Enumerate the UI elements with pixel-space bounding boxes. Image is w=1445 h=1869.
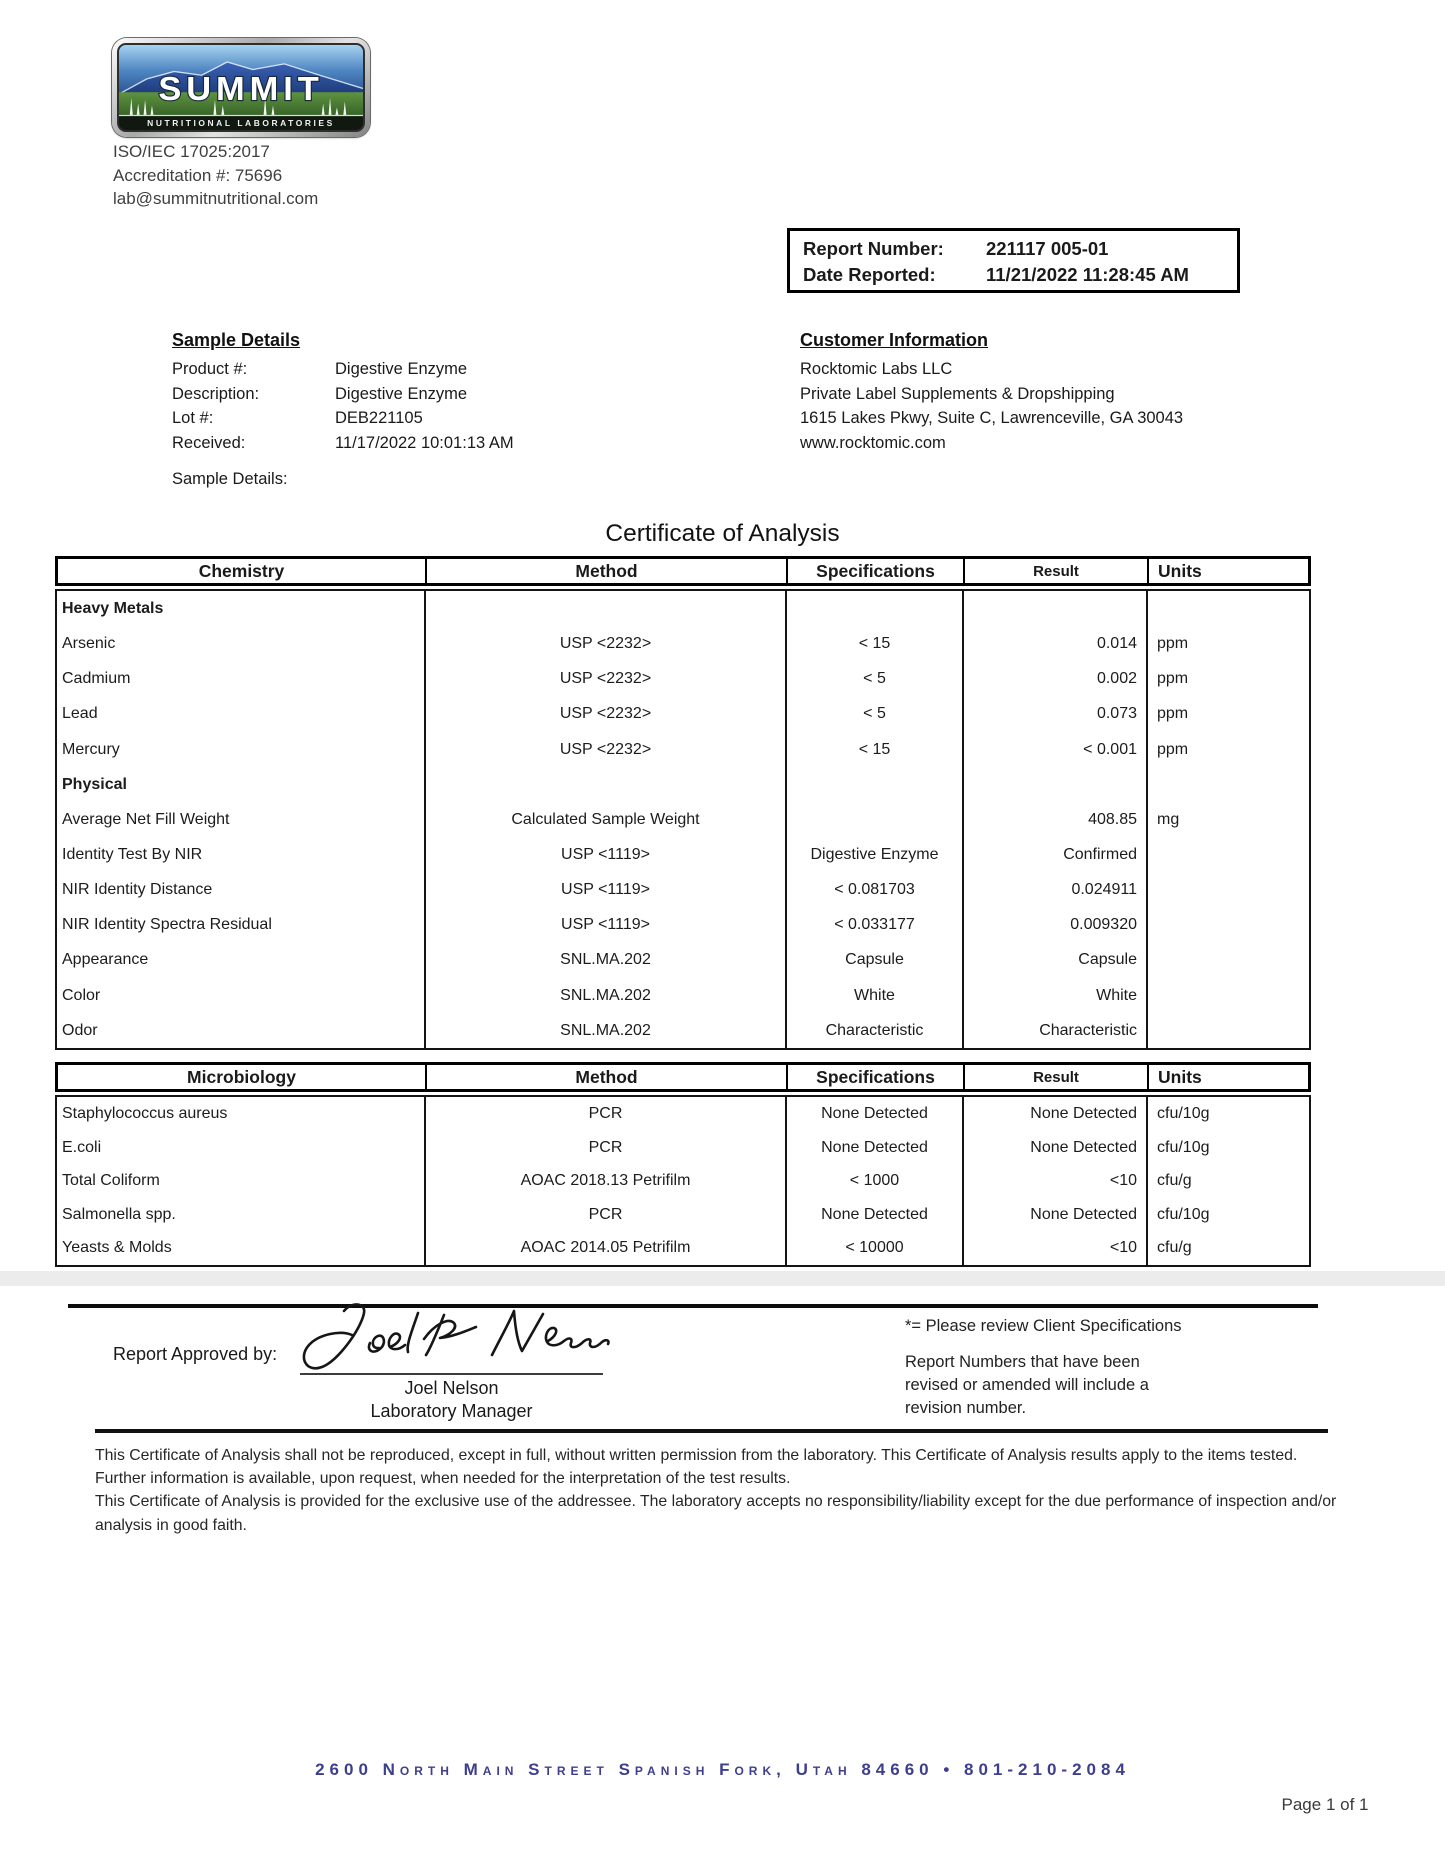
iso-standard-text: ISO/IEC 17025:2017 — [113, 142, 270, 161]
column-header-units: Units — [1158, 561, 1202, 581]
report-approved-by-label: Report Approved by: — [113, 1344, 278, 1364]
field-value: DEB221105 — [335, 409, 423, 427]
sample-details-section — [172, 330, 642, 455]
units-cell: ppm — [1157, 740, 1189, 758]
method-cell: USP <2232> — [426, 626, 787, 661]
column-header-method: Method — [427, 1065, 788, 1089]
date-reported-row — [803, 262, 1237, 288]
field-row — [172, 431, 642, 456]
result-cell: None Detected — [964, 1131, 1148, 1165]
specification-cell — [787, 802, 964, 837]
analyte-cell: Lead — [57, 696, 426, 731]
method-cell — [426, 591, 787, 626]
sample-details-heading: Sample Details — [172, 330, 301, 350]
method-cell: AOAC 2014.05 Petrifilm — [426, 1231, 787, 1265]
method-cell: USP <1119> — [426, 872, 787, 907]
date-reported-label: Date Reported: — [803, 263, 936, 285]
specification-cell: < 0.081703 — [787, 872, 964, 907]
units-cell: ppm — [1157, 670, 1189, 688]
specification-cell: None Detected — [787, 1131, 964, 1165]
logo-band-divider — [119, 115, 363, 116]
units-cell: ppm — [1157, 635, 1189, 653]
lab-email-text: lab@summitnutritional.com — [113, 189, 319, 208]
analyte-cell: NIR Identity Distance — [57, 872, 426, 907]
signature-line — [300, 1373, 603, 1375]
specification-cell: Digestive Enzyme — [787, 837, 964, 872]
result-cell: 408.85 — [964, 802, 1148, 837]
analyte-cell: Heavy Metals — [57, 591, 426, 626]
specification-cell: Capsule — [787, 942, 964, 977]
table-row — [57, 1164, 1309, 1198]
specification-cell: Characteristic — [787, 1013, 964, 1048]
approver-title: Laboratory Manager — [370, 1401, 533, 1421]
table-row — [57, 978, 1309, 1013]
analyte-cell: Identity Test By NIR — [57, 837, 426, 872]
table-row — [57, 942, 1309, 977]
table-section-row — [57, 767, 1309, 802]
field-label: Description: — [172, 384, 260, 403]
specification-cell — [787, 591, 964, 626]
page-number: Page 1 of 1 — [1281, 1795, 1369, 1814]
specification-cell: White — [787, 978, 964, 1013]
result-cell: 0.009320 — [964, 907, 1148, 942]
analyte-cell: Appearance — [57, 942, 426, 977]
analyte-cell: Total Coliform — [57, 1164, 426, 1198]
table-row — [57, 1231, 1309, 1265]
microbiology-table-header — [55, 1062, 1311, 1092]
report-number-value: 221117 005-01 — [986, 238, 1109, 259]
method-cell: USP <2232> — [426, 661, 787, 696]
method-cell: AOAC 2018.13 Petrifilm — [426, 1164, 787, 1198]
lab-address-footer: 2600 North Main Street Spanish Fork, Utah 84660 • 801-210-2084 — [315, 1760, 1130, 1779]
analyte-cell: Average Net Fill Weight — [57, 802, 426, 837]
units-cell: cfu/g — [1157, 1172, 1192, 1190]
field-row — [172, 382, 642, 407]
units-cell — [1148, 978, 1309, 1013]
table-section-row — [57, 591, 1309, 626]
column-header-result: Result — [965, 559, 1149, 583]
method-cell: USP <2232> — [426, 696, 787, 731]
summit-logo — [112, 38, 370, 137]
table-row — [57, 661, 1309, 696]
units-cell — [1148, 942, 1309, 977]
revision-note: Report Numbers that have been revised or amended will include a revision number. — [905, 1353, 1149, 1417]
sample-details-fields — [172, 357, 642, 455]
table-row — [57, 802, 1309, 837]
horizontal-rule-top — [68, 1304, 1318, 1308]
disclaimer-text — [95, 1444, 1345, 1537]
chemistry-table-header — [55, 556, 1311, 586]
logo-tagline-text: NUTRITIONAL LABORATORIES — [147, 118, 335, 129]
method-cell: USP <2232> — [426, 732, 787, 767]
result-cell: 0.014 — [964, 626, 1148, 661]
analyte-cell: Color — [57, 978, 426, 1013]
report-number-label: Report Number: — [803, 238, 944, 259]
units-cell — [1148, 872, 1309, 907]
field-label: Received: — [172, 433, 246, 452]
specification-cell: None Detected — [787, 1097, 964, 1131]
table-row — [57, 837, 1309, 872]
specification-cell: < 5 — [787, 696, 964, 731]
result-cell: Characteristic — [964, 1013, 1148, 1048]
table-row — [57, 907, 1309, 942]
units-cell: cfu/10g — [1157, 1105, 1210, 1122]
units-cell — [1148, 767, 1309, 802]
result-cell: 0.002 — [964, 661, 1148, 696]
customer-info-line: Rocktomic Labs LLC — [800, 360, 953, 378]
table-row — [57, 1131, 1309, 1165]
units-cell: cfu/10g — [1157, 1138, 1210, 1156]
units-cell — [1148, 1013, 1309, 1048]
column-header-chemistry: Chemistry — [58, 559, 427, 583]
lab-accreditation-block — [113, 140, 318, 211]
column-header-specifications: Specifications — [788, 1065, 965, 1089]
result-cell: <10 — [964, 1164, 1148, 1198]
method-cell: SNL.MA.202 — [426, 942, 787, 977]
method-cell: USP <1119> — [426, 837, 787, 872]
method-cell: SNL.MA.202 — [426, 1013, 787, 1048]
date-reported-value: 11/21/2022 11:28:45 AM — [986, 263, 1189, 285]
specification-cell — [787, 767, 964, 802]
column-header-microbiology: Microbiology — [58, 1065, 427, 1089]
accreditation-number-text: Accreditation #: 75696 — [113, 165, 283, 185]
report-number-row — [803, 236, 1237, 262]
units-cell: mg — [1157, 810, 1180, 828]
analyte-cell: Mercury — [57, 732, 426, 767]
client-specifications-note: *= Please review Client Specifications — [905, 1317, 1182, 1335]
summit-logo-graphic — [119, 45, 363, 130]
table-row — [57, 732, 1309, 767]
customer-info-line: www.rocktomic.com — [800, 433, 946, 452]
result-cell: None Detected — [964, 1198, 1148, 1232]
analyte-cell: Physical — [57, 767, 426, 802]
result-cell — [964, 591, 1148, 626]
document-title: Certificate of Analysis — [605, 520, 840, 547]
result-cell: 0.073 — [964, 696, 1148, 731]
report-info-box — [787, 228, 1240, 293]
analyte-cell: Odor — [57, 1013, 426, 1048]
table-row — [57, 872, 1309, 907]
field-label: Lot #: — [172, 409, 214, 427]
column-header-result: Result — [965, 1065, 1149, 1089]
table-row — [57, 1013, 1309, 1048]
column-header-specifications: Specifications — [788, 559, 965, 583]
result-cell: 0.024911 — [964, 872, 1148, 907]
field-label: Product #: — [172, 360, 248, 378]
specification-cell: < 10000 — [787, 1231, 964, 1265]
column-header-units: Units — [1158, 1067, 1202, 1087]
method-cell — [426, 767, 787, 802]
signature-graphic — [286, 1297, 618, 1377]
analyte-cell: Cadmium — [57, 661, 426, 696]
method-cell: PCR — [426, 1131, 787, 1165]
units-cell: ppm — [1157, 705, 1189, 723]
analyte-cell: Arsenic — [57, 626, 426, 661]
analyte-cell: Staphylococcus aureus — [57, 1097, 426, 1131]
logo-brand-text: SUMMIT — [158, 70, 324, 108]
result-cell: None Detected — [964, 1097, 1148, 1131]
units-cell — [1148, 907, 1309, 942]
field-value: Digestive Enzyme — [335, 360, 468, 378]
specification-cell: < 15 — [787, 732, 964, 767]
result-cell: < 0.001 — [964, 732, 1148, 767]
approver-name: Joel Nelson — [404, 1378, 499, 1398]
result-cell: Confirmed — [964, 837, 1148, 872]
column-header-method: Method — [427, 559, 788, 583]
field-row — [172, 406, 642, 431]
specification-cell: < 0.033177 — [787, 907, 964, 942]
table-row — [57, 1097, 1309, 1131]
analyte-cell: Salmonella spp. — [57, 1198, 426, 1232]
specification-cell: None Detected — [787, 1198, 964, 1232]
customer-information-section — [800, 330, 1320, 455]
disclaimer-paragraph: This Certificate of Analysis shall not be reproduced, except in full, without written permission from the laboratory. This Certificate of Analysis results apply to the items tested. Further information is available, upon request, when needed for the interpretation of the test results. — [95, 1447, 1298, 1488]
method-cell: Calculated Sample Weight — [426, 802, 787, 837]
specification-cell: < 5 — [787, 661, 964, 696]
specification-cell: < 1000 — [787, 1164, 964, 1198]
sample-details-extra-label: Sample Details: — [172, 470, 288, 488]
table-row — [57, 626, 1309, 661]
specification-cell: < 15 — [787, 626, 964, 661]
disclaimer-paragraph: This Certificate of Analysis is provided for the exclusive use of the addressee. The laboratory accepts no responsibility/liability except for the due performance of inspection and/or analysis in good faith. — [95, 1493, 1337, 1534]
units-cell: cfu/g — [1157, 1239, 1192, 1257]
customer-info-line: Private Label Supplements & Dropshipping — [800, 384, 1115, 403]
method-cell: SNL.MA.202 — [426, 978, 787, 1013]
table-row — [57, 696, 1309, 731]
customer-information-heading: Customer Information — [800, 330, 989, 350]
result-cell: <10 — [964, 1231, 1148, 1265]
analyte-cell: Yeasts & Molds — [57, 1231, 426, 1265]
customer-info-line: 1615 Lakes Pkwy, Suite C, Lawrenceville, GA 30043 — [800, 409, 1184, 427]
units-cell — [1148, 837, 1309, 872]
customer-information-lines — [800, 357, 1320, 455]
table-row — [57, 1198, 1309, 1232]
signature-scribble — [286, 1297, 618, 1377]
summit-logo-art — [117, 43, 365, 132]
field-row — [172, 357, 642, 382]
analyte-cell: E.coli — [57, 1131, 426, 1165]
analyte-cell: NIR Identity Spectra Residual — [57, 907, 426, 942]
result-cell — [964, 767, 1148, 802]
microbiology-table-body — [55, 1095, 1311, 1267]
units-cell: cfu/10g — [1157, 1205, 1210, 1223]
chemistry-table-body — [55, 589, 1311, 1050]
method-cell: USP <1119> — [426, 907, 787, 942]
result-cell: White — [964, 978, 1148, 1013]
field-value: Digestive Enzyme — [335, 384, 468, 403]
method-cell: PCR — [426, 1198, 787, 1232]
result-cell: Capsule — [964, 942, 1148, 977]
units-cell — [1148, 591, 1309, 626]
field-value: 11/17/2022 10:01:13 AM — [335, 433, 514, 452]
method-cell: PCR — [426, 1097, 787, 1131]
section-divider-bar — [0, 1271, 1445, 1286]
horizontal-rule-bottom — [95, 1429, 1328, 1433]
